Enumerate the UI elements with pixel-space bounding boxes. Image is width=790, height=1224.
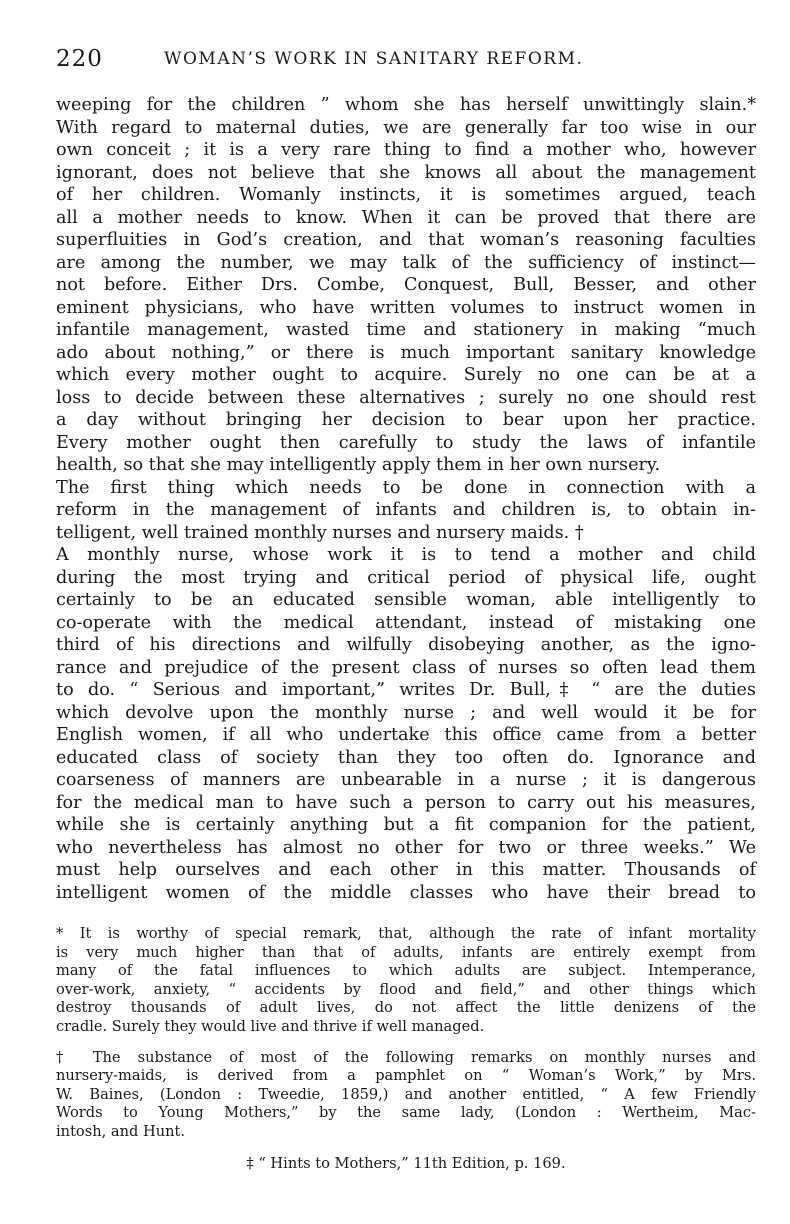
- text-line: ado about nothing,” or there is much important sanitary knowledge: [56, 342, 756, 363]
- text-line: loss to decide between these alternatives ; surely no one should rest: [56, 387, 756, 408]
- footnote-line: † The substance of most of the following remarks on monthly nurses and: [56, 1048, 756, 1066]
- text-line: are among the number, we may talk of the sufficiency of instinct—: [56, 252, 756, 273]
- text-line: third of his directions and wilfully disobeying another, as the igno-: [56, 635, 756, 655]
- text-line: to do. “ Serious and important,” writes Dr. Bull,‡ “ are the duties: [56, 680, 756, 700]
- text-line: weeping for the children ” whom she has herself unwittingly slain.*: [56, 95, 756, 115]
- footnote-line: cradle. Surely they would live and thrive if well managed.: [56, 1017, 485, 1035]
- page-header: [56, 46, 756, 76]
- footnote-line: destroy thousands of adult lives, do not affect the little denizens of the: [56, 999, 756, 1017]
- text-line: who nevertheless has almost no other for two or three weeks.” We: [56, 837, 756, 858]
- footnote-line: W. Baines, (London : Tweedie, 1859,) and another entitled, “ A few Friendly: [56, 1085, 756, 1103]
- footnote-line: * It is worthy of special remark, that, although the rate of infant mortality: [56, 925, 756, 942]
- text-line: With regard to maternal duties, we are generally far too wise in our: [56, 117, 756, 138]
- text-line: not before. Either Drs. Combe, Conquest, Bull, Besser, and other: [56, 275, 756, 295]
- text-line: health, so that she may intelligently apply them in her own nursery.: [56, 455, 661, 475]
- footnote-line: many of the fatal influences to which adults are subject. Intemperance,: [56, 962, 756, 980]
- text-line: reform in the management of infants and children is, to obtain in-: [56, 500, 756, 520]
- text-line: own conceit ; it is a very rare thing to find a mother who, however: [56, 140, 756, 160]
- footnote-line: Words to Young Mothers,” by the same lady, (London : Wertheim, Mac-: [56, 1104, 756, 1122]
- text-line: a day without bringing her decision to bear upon her practice.: [56, 410, 756, 430]
- text-line: which devolve upon the monthly nurse ; and well would it be for: [56, 702, 756, 723]
- text-line: superfluities in God’s creation, and that woman’s reasoning faculties: [56, 230, 756, 250]
- text-line: certainly to be an educated sensible woman, able intelligently to: [56, 590, 756, 610]
- footnote-line: is very much higher than that of adults, infants are entirely exempt from: [56, 943, 756, 961]
- text-line: ignorant, does not believe that she knows all about the management: [56, 162, 756, 183]
- footnote-line: nursery-maids, is derived from a pamphlet on “ Woman’s Work,” by Mrs.: [56, 1067, 756, 1085]
- text-line: of her children. Womanly instincts, it is sometimes argued, teach: [56, 185, 756, 205]
- text-line: must help ourselves and each other in this matter. Thousands of: [56, 860, 756, 880]
- main-text: [56, 94, 756, 904]
- text-line: telligent, well trained monthly nurses and nursery maids. †: [56, 522, 584, 543]
- text-line: The first thing which needs to be done in connection with a: [56, 477, 756, 498]
- footnote-star: [56, 925, 756, 1037]
- footnote-dagger: [56, 1049, 756, 1142]
- page-number: 220: [56, 46, 103, 72]
- text-line: educated class of society than they too often do. Ignorance and: [56, 747, 756, 768]
- text-line: during the most trying and critical period of physical life, ought: [56, 567, 756, 588]
- text-line: Every mother ought then carefully to study the laws of infantile: [56, 432, 756, 453]
- footnote-line: over-work, anxiety, “ accidents by flood and field,” and other things which: [56, 980, 756, 998]
- footnote-line: intosh, and Hunt.: [56, 1122, 185, 1140]
- footnotes: [56, 925, 756, 1174]
- text-line: intelligent women of the middle classes who have their bread to: [56, 882, 756, 903]
- text-line: coarseness of manners are unbearable in a nurse ; it is dangerous: [56, 770, 756, 790]
- footnote-double-dagger: ‡ “ Hints to Mothers,” 11th Edition, p. 169.: [246, 1154, 566, 1172]
- text-line: rance and prejudice of the present class of nurses so often lead them: [56, 657, 756, 678]
- text-line: English women, if all who undertake this office came from a better: [56, 725, 756, 745]
- text-line: co-operate with the medical attendant, instead of mistaking one: [56, 612, 756, 633]
- text-line: all a mother needs to know. When it can be proved that there are: [56, 207, 756, 228]
- text-line: for the medical man to have such a person to carry out his measures,: [56, 792, 756, 813]
- text-line: which every mother ought to acquire. Surely no one can be at a: [56, 365, 756, 385]
- running-title: WOMAN’S WORK IN SANITARY REFORM.: [164, 49, 584, 69]
- text-line: eminent physicians, who have written volumes to instruct women in: [56, 297, 756, 318]
- text-line: infantile management, wasted time and stationery in making “much: [56, 320, 756, 340]
- text-line: A monthly nurse, whose work it is to tend a mother and child: [56, 545, 756, 565]
- text-line: while she is certainly anything but a fit companion for the patient,: [56, 815, 756, 835]
